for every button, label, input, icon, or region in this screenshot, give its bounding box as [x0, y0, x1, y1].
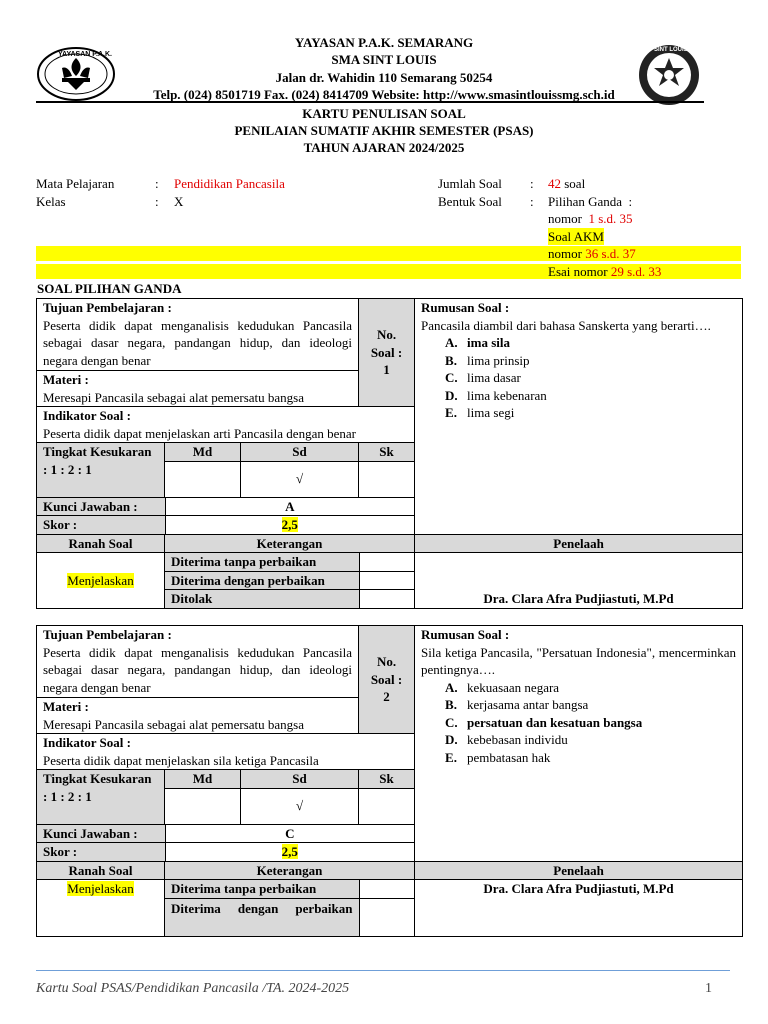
status-box[interactable]	[359, 880, 414, 898]
subject-label: Mata Pelajaran	[36, 176, 115, 191]
option-d	[421, 731, 736, 749]
akm-range	[548, 245, 636, 262]
status-box[interactable]	[359, 571, 414, 590]
option-c	[421, 369, 736, 387]
skor-value: 2,5	[281, 517, 298, 532]
esai-label: Esai nomor	[548, 264, 608, 279]
sk-header: Sk	[359, 443, 415, 462]
academic-year: TAHUN AJARAN 2024/2025	[303, 140, 465, 155]
sk-header: Sk	[359, 770, 415, 789]
sd-header: Sd	[241, 770, 359, 789]
option-letter: A.	[445, 335, 458, 350]
penelaah-name: Dra. Clara Afra Pudjiastuti, M.Pd	[415, 880, 743, 937]
question-number: 2	[383, 689, 390, 705]
page-number: 1	[705, 981, 712, 996]
question-card	[36, 298, 743, 609]
school-address: Jalan dr. Wahidin 110 Semarang 50254	[275, 70, 493, 85]
option-text: lima kebenaran	[467, 387, 547, 403]
option-text: kerjasama antar bangsa	[467, 697, 589, 712]
option-b	[421, 696, 736, 714]
md-cell	[165, 461, 241, 497]
kunci-label: Kunci Jawaban :	[37, 498, 165, 516]
soal-label: Soal :	[370, 671, 403, 687]
ranah-header: Ranah Soal	[37, 861, 165, 880]
option-text: persatuan dan kesatuan bangsa	[467, 714, 643, 730]
rumusan-label: Rumusan Soal :	[421, 300, 510, 315]
nomor-label: nomor	[548, 211, 582, 226]
option-letter: C.	[445, 370, 458, 385]
status-diterima-tanpa: Diterima tanpa perbaikan	[165, 553, 359, 571]
class-label: Kelas	[36, 194, 66, 209]
exam-title: PENILAIAN SUMATIF AKHIR SEMESTER (PSAS)	[234, 123, 534, 138]
option-letter: D.	[445, 387, 458, 403]
penelaah-name: Dra. Clara Afra Pudjiastuti, M.Pd	[415, 553, 743, 609]
ranah-cell	[37, 880, 165, 937]
option-a	[421, 679, 736, 697]
form-pg-label: Pilihan Ganda	[548, 194, 623, 209]
option-d	[421, 387, 736, 405]
tingkat-cell: Tingkat Kesukaran : 1 : 2 : 1	[37, 443, 165, 498]
question-text: Sila ketiga Pancasila, "Persatuan Indonesia", mencerminkan pentingnya….	[421, 644, 737, 677]
ranah-header: Ranah Soal	[37, 534, 165, 553]
form-pg-sep: :	[628, 194, 633, 209]
indikator-label: Indikator Soal :	[43, 735, 131, 750]
sd-check: √	[241, 461, 359, 497]
separator: :	[530, 176, 534, 191]
tujuan-cell	[37, 626, 359, 698]
count-number: 42	[548, 176, 561, 191]
skor-label: Skor :	[37, 516, 165, 534]
md-header: Md	[165, 443, 241, 462]
indikator-cell	[37, 407, 415, 443]
option-text: pembatasan hak	[467, 749, 551, 765]
akm-label: Soal AKM	[548, 229, 604, 244]
question-card	[36, 625, 743, 937]
form-pg	[548, 193, 632, 210]
materi-label: Materi :	[43, 699, 89, 714]
rumusan-cell	[415, 299, 743, 535]
esai-range-value: 29 s.d. 33	[610, 264, 662, 279]
status-diterima-dengan: Diterima dengan perbaikan	[165, 898, 359, 936]
option-letter: E.	[445, 405, 457, 420]
option-a	[421, 334, 736, 352]
penelaah-header: Penelaah	[415, 861, 743, 880]
foundation-name: YAYASAN P.A.K. SEMARANG	[294, 35, 474, 50]
keterangan-options	[165, 880, 415, 937]
materi-text: Meresapi Pancasila sebagai alat pemersatu bangsa	[43, 716, 304, 732]
option-text: lima prinsip	[467, 352, 530, 368]
pg-range-value: 1 s.d. 35	[588, 211, 633, 226]
footer-rule	[36, 970, 730, 971]
esai-range	[548, 263, 661, 280]
indikator-label: Indikator Soal :	[43, 408, 131, 423]
tujuan-text: Peserta didik dapat menganalisis kedudukan Pancasila sebagai dasar negara, pandangan hidup, dan ideologi negara dengan benar	[43, 644, 353, 695]
option-letter: E.	[445, 749, 457, 765]
header-rule	[36, 101, 704, 103]
separator: :	[155, 194, 159, 209]
option-text: ima sila	[467, 335, 511, 350]
option-text: lima segi	[467, 405, 515, 420]
keterangan-header: Keterangan	[165, 534, 415, 553]
materi-text: Meresapi Pancasila sebagai alat pemersatu bangsa	[43, 389, 304, 405]
status-diterima-dengan: Diterima dengan perbaikan	[165, 571, 359, 590]
ranah-cell	[37, 553, 165, 609]
sd-header: Sd	[241, 443, 359, 462]
sk-cell	[359, 788, 415, 824]
question-number-cell	[359, 626, 415, 734]
no-label: No.	[376, 327, 397, 343]
option-letter: D.	[445, 732, 458, 747]
option-letter: B.	[445, 697, 457, 712]
question-text: Pancasila diambil dari bahasa Sanskerta yang berarti….	[421, 317, 711, 333]
skor-label: Skor :	[37, 843, 165, 861]
keterangan-options	[165, 553, 415, 609]
sd-check: √	[241, 788, 359, 824]
option-text: lima dasar	[467, 370, 521, 385]
option-letter: B.	[445, 352, 457, 368]
separator: :	[530, 194, 534, 209]
school-contact: Telp. (024) 8501719 Fax. (024) 8414709 Website: http://www.smasintlouissmg.sch.id	[153, 87, 615, 102]
skor-cell	[165, 516, 414, 534]
rumusan-label: Rumusan Soal :	[421, 627, 510, 642]
option-text: kebebasan individu	[467, 732, 568, 747]
akm-range-value: 36 s.d. 37	[585, 246, 636, 261]
materi-cell	[37, 698, 359, 734]
subject-value: Pendidikan Pancasila	[174, 176, 285, 191]
materi-label: Materi :	[43, 372, 89, 387]
ranah-value: Menjelaskan	[67, 881, 134, 896]
option-b	[421, 352, 736, 370]
status-ditolak: Ditolak	[165, 590, 359, 608]
option-letter: C.	[445, 714, 458, 730]
tujuan-label: Tujuan Pembelajaran :	[43, 300, 172, 315]
form-label: Bentuk Soal	[438, 194, 502, 209]
count-value	[548, 175, 585, 192]
status-diterima-tanpa: Diterima tanpa perbaikan	[165, 880, 359, 898]
status-box[interactable]	[359, 590, 414, 608]
foundation-logo-text: YAYASAN P.A.K.	[58, 51, 112, 58]
indikator-text: Peserta didik dapat menjelaskan arti Pancasila dengan benar	[43, 425, 356, 441]
indikator-text: Peserta didik dapat menjelaskan sila ketiga Pancasila	[43, 752, 319, 768]
status-box[interactable]	[359, 898, 414, 936]
separator: :	[155, 176, 159, 191]
option-e	[421, 404, 736, 422]
status-box[interactable]	[359, 553, 414, 571]
tujuan-text: Peserta didik dapat menganalisis kedudukan Pancasila sebagai dasar negara, pandangan hidup, dan ideologi negara dengan benar	[43, 317, 353, 368]
option-e	[421, 749, 736, 767]
indikator-cell	[37, 734, 415, 770]
school-name: SMA SINT LOUIS	[331, 52, 437, 67]
tujuan-label: Tujuan Pembelajaran :	[43, 627, 172, 642]
option-c	[421, 714, 736, 732]
materi-cell	[37, 371, 359, 407]
school-logo-text: SINT LOUIS	[654, 47, 688, 53]
md-header: Md	[165, 770, 241, 789]
class-value: X	[174, 194, 184, 209]
kunci-value: A	[165, 498, 414, 516]
answer-score-block	[37, 497, 415, 534]
skor-value: 2,5	[281, 844, 298, 859]
no-label: No.	[376, 654, 397, 670]
ranah-value: Menjelaskan	[67, 572, 134, 588]
answer-score-block	[37, 824, 415, 861]
question-number-cell	[359, 299, 415, 407]
kunci-label: Kunci Jawaban :	[37, 825, 165, 843]
pg-range	[548, 210, 633, 227]
tingkat-cell: Tingkat Kesukaran : 1 : 2 : 1	[37, 770, 165, 825]
count-label: Jumlah Soal	[438, 176, 502, 191]
md-cell	[165, 788, 241, 824]
penelaah-header: Penelaah	[415, 534, 743, 553]
footer-text: Kartu Soal PSAS/Pendidikan Pancasila /TA. 2024-2025	[36, 981, 350, 996]
option-letter: A.	[445, 679, 458, 695]
option-text: kekuasaan negara	[467, 679, 560, 695]
keterangan-header: Keterangan	[165, 861, 415, 880]
soal-label: Soal :	[370, 344, 403, 360]
section-title: SOAL PILIHAN GANDA	[37, 281, 182, 296]
doc-title: KARTU PENULISAN SOAL	[302, 106, 466, 121]
count-unit: soal	[564, 176, 586, 191]
nomor-label: nomor	[548, 246, 582, 261]
skor-cell	[165, 843, 414, 861]
kunci-value: C	[165, 825, 414, 843]
sk-cell	[359, 461, 415, 497]
question-number: 1	[383, 362, 390, 378]
tujuan-cell	[37, 299, 359, 371]
rumusan-cell	[415, 626, 743, 862]
